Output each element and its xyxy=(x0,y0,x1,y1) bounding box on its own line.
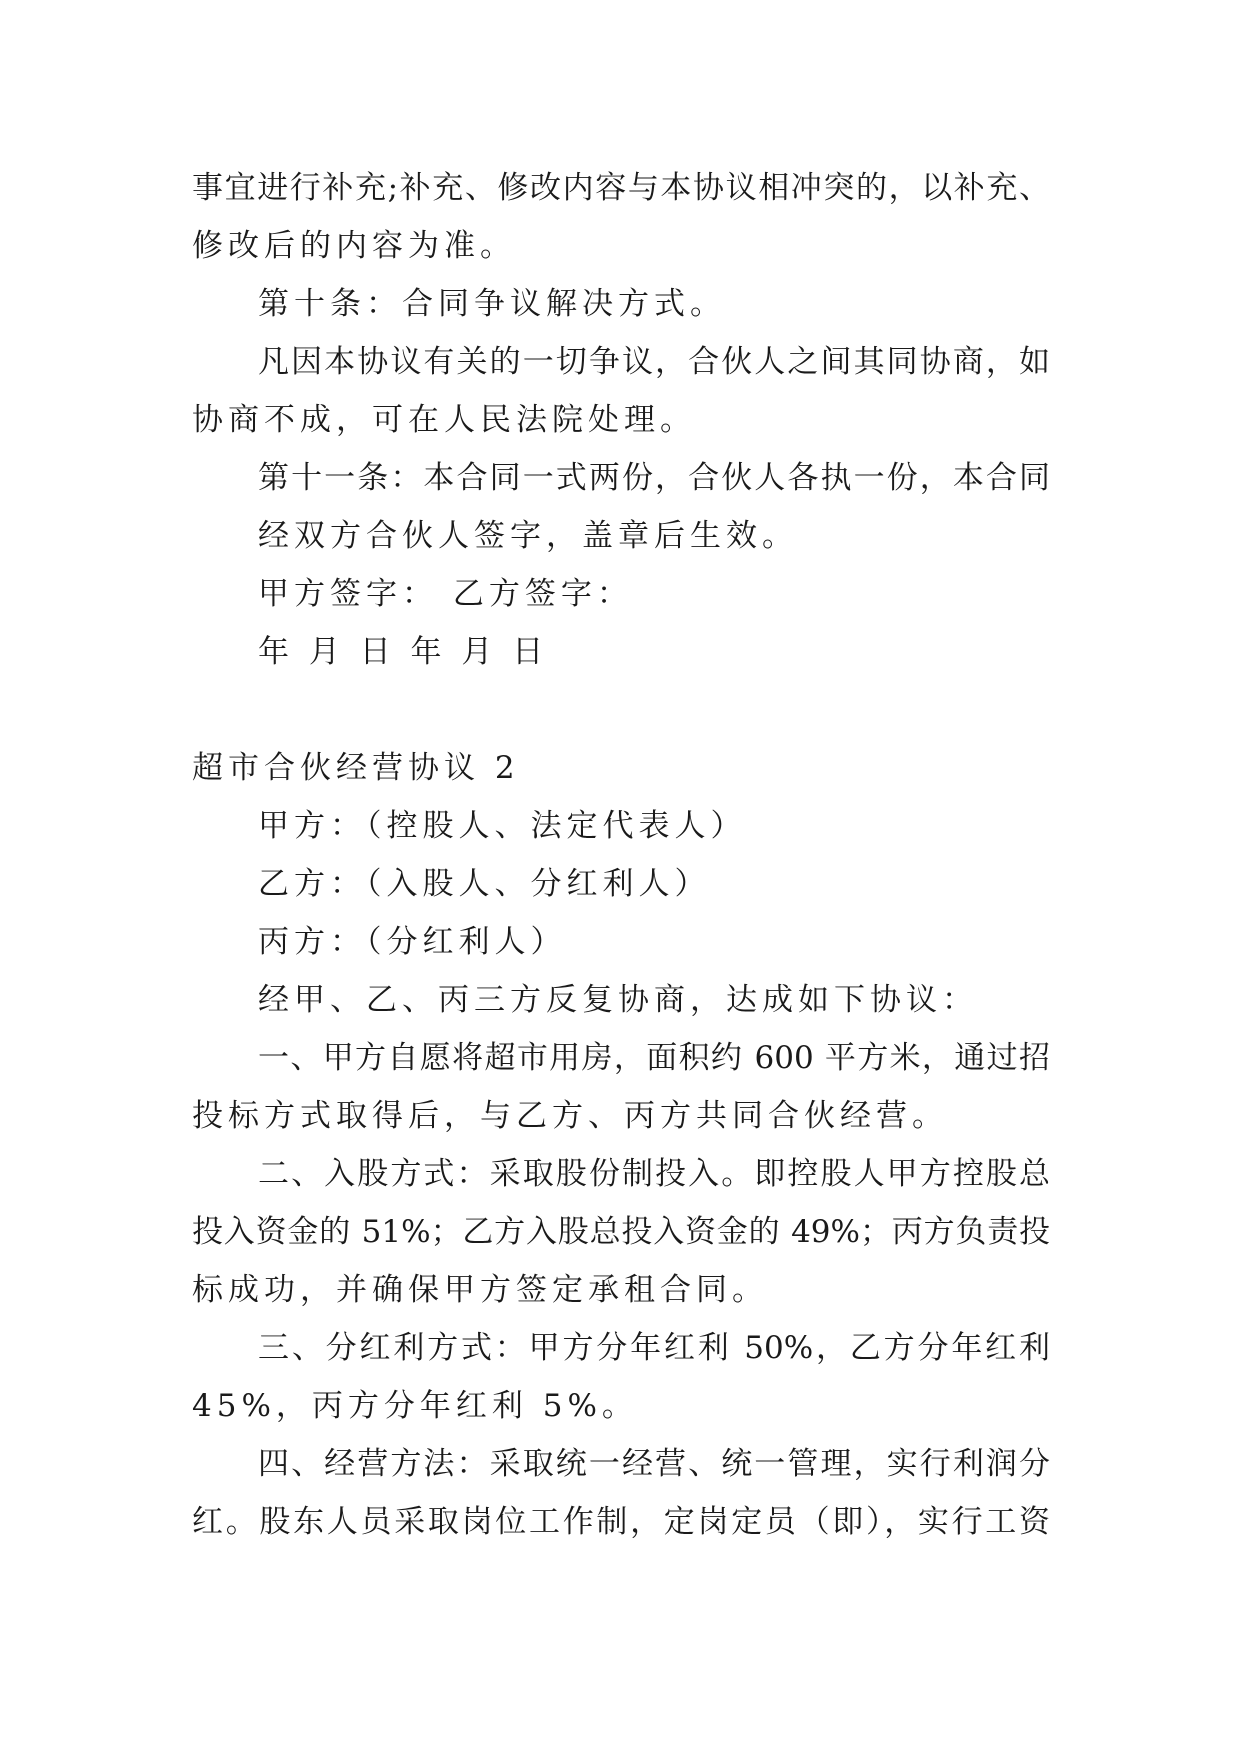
paragraph-line: 修改后的内容为准。 xyxy=(192,228,516,264)
paragraph-line: 事宜进行补充;补充、修改内容与本协议相冲突的，以补充、 xyxy=(192,170,1050,206)
paragraph-line: 凡因本协议有关的一切争议，合伙人之间其同协商，如 xyxy=(258,344,1050,380)
paragraph-line: 二、入股方式：采取股份制投入。即控股人甲方控股总 xyxy=(258,1156,1050,1192)
paragraph-line: 一、甲方自愿将超市用房，面积约 600 平方米，通过招 xyxy=(258,1040,1050,1076)
article-heading: 第十条：合同争议解决方式。 xyxy=(258,286,726,322)
paragraph-line: 第十一条：本合同一式两份，合伙人各执一份，本合同 xyxy=(258,460,1050,496)
party-line: 丙方：（分红利人） xyxy=(258,924,567,960)
paragraph-line: 投标方式取得后，与乙方、丙方共同合伙经营。 xyxy=(192,1098,948,1134)
paragraph-line: 协商不成，可在人民法院处理。 xyxy=(192,402,696,438)
paragraph-line: 四、经营方法：采取统一经营、统一管理，实行利润分 xyxy=(258,1446,1050,1482)
paragraph-line: 投入资金的 51%；乙方入股总投入资金的 49%；丙方负责投 xyxy=(192,1214,1050,1250)
paragraph-line: 经甲、乙、丙三方反复协商，达成如下协议： xyxy=(258,982,978,1018)
paragraph-line: 标成功，并确保甲方签定承租合同。 xyxy=(192,1272,768,1308)
paragraph-line: 经双方合伙人签字，盖章后生效。 xyxy=(258,518,798,554)
party-line: 乙方：（入股人、分红利人） xyxy=(258,866,711,902)
party-line: 甲方：（控股人、法定代表人） xyxy=(258,808,747,844)
paragraph-line: 红。股东人员采取岗位工作制，定岗定员（即），实行工资 xyxy=(192,1504,1050,1540)
date-line: 年 月 日 年 月 日 xyxy=(258,634,549,670)
document-title: 超市合伙经营协议 2 xyxy=(192,750,520,786)
paragraph-line: 三、分红利方式：甲方分年红利 50%，乙方分年红利 xyxy=(258,1330,1050,1366)
paragraph-line: 45%，丙方分年红利 5%。 xyxy=(192,1388,638,1424)
signature-line: 甲方签字： 乙方签字： xyxy=(258,576,633,612)
